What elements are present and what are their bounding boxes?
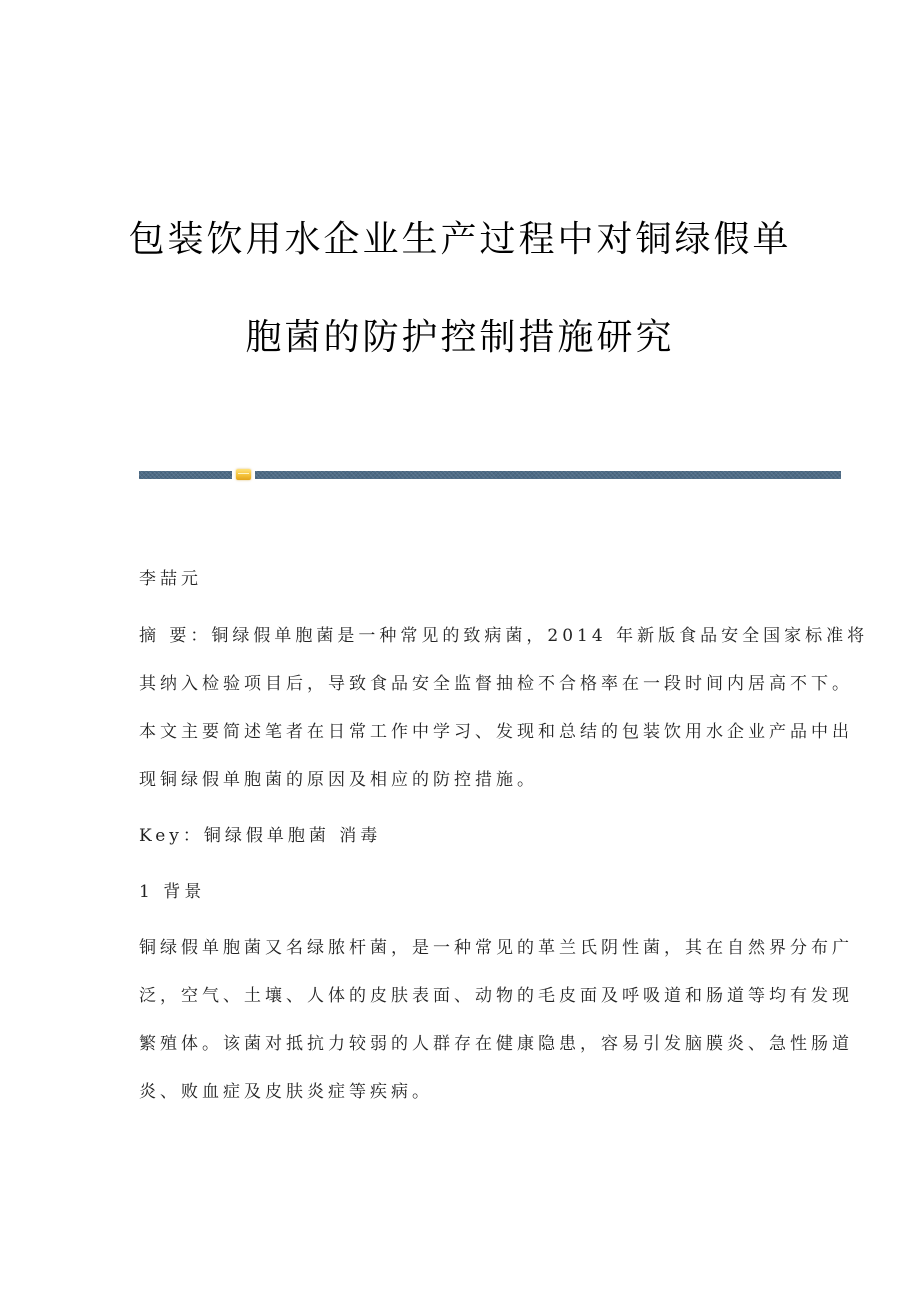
author-name: 李喆元 [139,569,202,589]
document-title-line-1: 包装饮用水企业生产过程中对铜绿假单 [128,219,792,260]
section-heading: 1 背景 [139,882,206,902]
paragraph-line: 泛，空气、土壤、人体的皮肤表面、动物的毛皮面及呼吸道和肠道等均有发现 [139,986,853,1006]
paragraph-line: 繁殖体。该菌对抵抗力较弱的人群存在健康隐患，容易引发脑膜炎、急性肠道 [139,1034,853,1054]
keywords: Key：铜绿假单胞菌 消毒 [139,826,382,846]
section-paragraph [139,924,853,1116]
abstract-line: 现铜绿假单胞菌的原因及相应的防控措施。 [139,770,538,790]
title-divider-right [255,471,841,479]
abstract-line: 摘 要：铜绿假单胞菌是一种常见的致病菌，2014 年新版食品安全国家标准将 [139,626,869,646]
paragraph-line: 铜绿假单胞菌又名绿脓杆菌，是一种常见的革兰氏阴性菌，其在自然界分布广 [139,938,853,958]
abstract-line: 本文主要简述笔者在日常工作中学习、发现和总结的包装饮用水企业产品中出 [139,722,853,742]
paragraph-line: 炎、败血症及皮肤炎症等疾病。 [139,1082,433,1102]
abstract [139,612,869,804]
document-title-line-2: 胞菌的防护控制措施研究 [245,317,675,358]
divider-badge-icon [236,469,251,480]
title-divider-left [139,471,232,479]
abstract-line: 其纳入检验项目后，导致食品安全监督抽检不合格率在一段时间内居高不下。 [139,674,853,694]
